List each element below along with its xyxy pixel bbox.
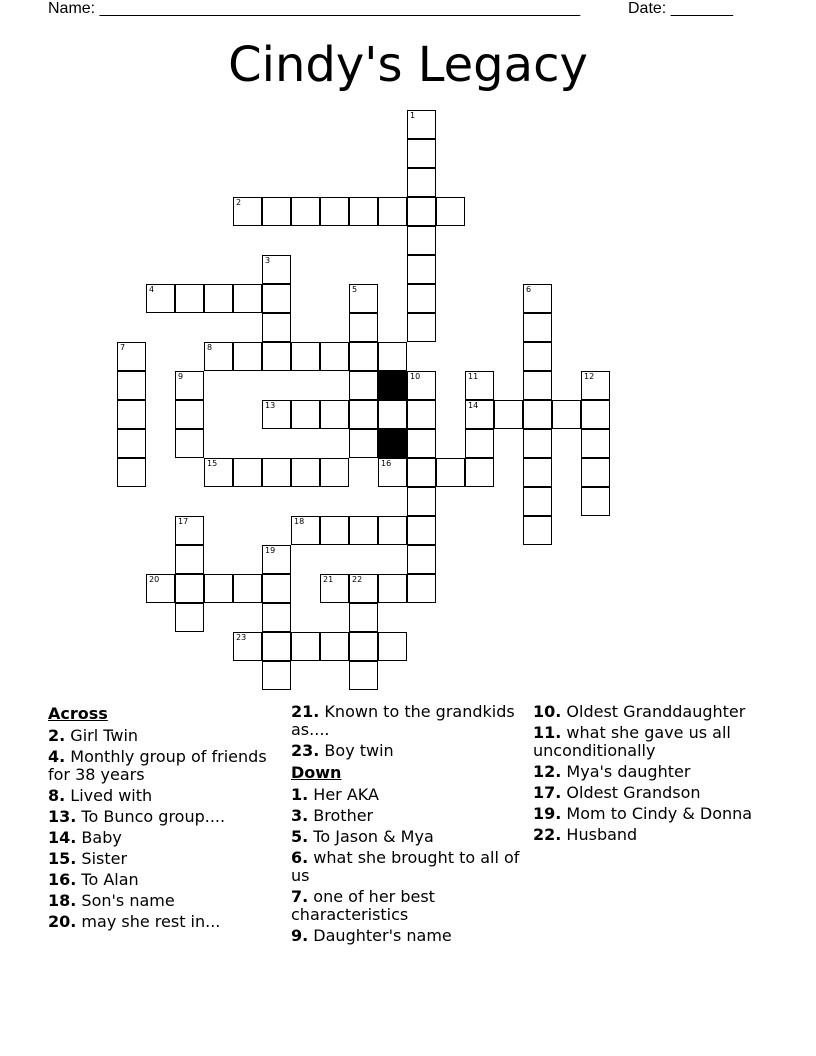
clue-number: 4 — [149, 285, 155, 294]
grid-cell[interactable] — [320, 342, 349, 371]
clue-number: 9 — [178, 372, 184, 381]
grid-cell[interactable] — [291, 400, 320, 429]
clue-text: Oldest Granddaughter — [561, 702, 746, 721]
grid-cell[interactable] — [175, 400, 204, 429]
clue-text: one of her best characteristics — [291, 887, 435, 924]
grid-cell[interactable] — [117, 400, 146, 429]
grid-cell[interactable] — [262, 574, 291, 603]
grid-cell[interactable] — [291, 516, 320, 545]
grid-cell[interactable] — [349, 400, 378, 429]
grid-cell[interactable] — [349, 197, 378, 226]
clue-number: 18 — [294, 517, 305, 526]
clue-item — [291, 828, 536, 846]
clue-number: 11. — [533, 723, 562, 742]
grid-cell[interactable] — [465, 400, 494, 429]
clue-number: 16. — [48, 870, 77, 889]
grid-cell[interactable] — [320, 516, 349, 545]
grid-cell[interactable] — [146, 284, 175, 313]
clue-number: 7. — [291, 887, 309, 906]
clue-item — [533, 724, 778, 760]
date-field-label: Date: _______ — [628, 0, 733, 17]
clue-number: 6 — [526, 285, 532, 294]
clue-text: Her AKA — [308, 785, 379, 804]
clue-number: 22 — [352, 575, 363, 584]
grid-cell[interactable] — [407, 197, 436, 226]
grid-cell[interactable] — [378, 516, 407, 545]
clue-item — [48, 913, 293, 931]
clue-text: what she brought to all of us — [291, 848, 520, 885]
clue-number: 19. — [533, 804, 562, 823]
grid-block — [378, 371, 407, 400]
grid-cell[interactable] — [233, 197, 262, 226]
grid-cell[interactable] — [523, 400, 552, 429]
grid-cell[interactable] — [581, 487, 610, 516]
grid-cell[interactable] — [349, 574, 378, 603]
clues-column-3 — [533, 703, 778, 847]
clue-number: 13 — [265, 401, 276, 410]
grid-cell[interactable] — [407, 458, 436, 487]
grid-cell[interactable] — [523, 313, 552, 342]
grid-cell[interactable] — [378, 574, 407, 603]
clue-item — [533, 784, 778, 802]
grid-cell[interactable] — [378, 342, 407, 371]
clue-number: 1 — [410, 111, 416, 120]
grid-cell[interactable] — [436, 458, 465, 487]
grid-cell[interactable] — [407, 574, 436, 603]
clue-number: 9. — [291, 926, 309, 945]
clue-number: 1. — [291, 785, 309, 804]
clue-text: what she gave us all unconditionally — [533, 723, 731, 760]
grid-cell[interactable] — [320, 632, 349, 661]
clue-number: 16 — [381, 459, 392, 468]
clue-text: Girl Twin — [65, 726, 139, 745]
grid-cell[interactable] — [320, 400, 349, 429]
grid-cell[interactable] — [262, 632, 291, 661]
grid-cell[interactable] — [262, 342, 291, 371]
grid-cell[interactable] — [407, 168, 436, 197]
clue-text: Known to the grandkids as.... — [291, 702, 515, 739]
grid-cell[interactable] — [581, 371, 610, 400]
grid-cell[interactable] — [407, 545, 436, 574]
grid-cell[interactable] — [262, 284, 291, 313]
grid-cell[interactable] — [175, 429, 204, 458]
clue-number: 13. — [48, 807, 77, 826]
clue-item — [533, 703, 778, 721]
clue-number: 2. — [48, 726, 66, 745]
grid-cell[interactable] — [349, 603, 378, 632]
grid-cell[interactable] — [407, 371, 436, 400]
clue-number: 14 — [468, 401, 479, 410]
clue-text: Boy twin — [319, 741, 394, 760]
grid-cell[interactable] — [465, 371, 494, 400]
grid-cell[interactable] — [175, 371, 204, 400]
clue-number: 23 — [236, 633, 247, 642]
clue-item — [291, 786, 536, 804]
clue-item — [533, 826, 778, 844]
grid-cell[interactable] — [349, 313, 378, 342]
clue-number: 23. — [291, 741, 320, 760]
grid-cell[interactable] — [320, 574, 349, 603]
clue-number: 3 — [265, 256, 271, 265]
clue-number: 15. — [48, 849, 77, 868]
grid-cell[interactable] — [349, 371, 378, 400]
clue-item — [48, 808, 293, 826]
clue-text: Husband — [561, 825, 638, 844]
clue-number: 12. — [533, 762, 562, 781]
grid-cell[interactable] — [262, 545, 291, 574]
grid-cell[interactable] — [233, 632, 262, 661]
clue-number: 5. — [291, 827, 309, 846]
clue-number: 21. — [291, 702, 320, 721]
grid-cell[interactable] — [494, 400, 523, 429]
grid-cell[interactable] — [523, 516, 552, 545]
grid-cell[interactable] — [204, 458, 233, 487]
grid-cell[interactable] — [291, 197, 320, 226]
clue-text: Lived with — [65, 786, 153, 805]
grid-cell[interactable] — [407, 226, 436, 255]
grid-cell[interactable] — [581, 429, 610, 458]
clues-column-2 — [291, 703, 536, 948]
grid-cell[interactable] — [407, 255, 436, 284]
grid-cell[interactable] — [407, 313, 436, 342]
grid-cell[interactable] — [204, 284, 233, 313]
clue-text: Baby — [76, 828, 122, 847]
clue-item — [291, 703, 536, 739]
grid-cell[interactable] — [146, 574, 175, 603]
grid-cell[interactable] — [436, 197, 465, 226]
across-heading: Across — [48, 704, 108, 723]
grid-cell[interactable] — [349, 632, 378, 661]
clue-text: To Bunco group.... — [76, 807, 226, 826]
name-field-label: Name: ______________________________________________________ — [48, 0, 581, 17]
clue-number: 10. — [533, 702, 562, 721]
grid-cell[interactable] — [291, 458, 320, 487]
grid-cell[interactable] — [465, 429, 494, 458]
clue-item — [48, 892, 293, 910]
grid-cell[interactable] — [262, 603, 291, 632]
grid-cell[interactable] — [233, 284, 262, 313]
grid-cell[interactable] — [378, 400, 407, 429]
grid-cell[interactable] — [552, 400, 581, 429]
clue-item — [48, 787, 293, 805]
clue-text: Sister — [76, 849, 128, 868]
grid-cell[interactable] — [407, 487, 436, 516]
grid-cell[interactable] — [407, 110, 436, 139]
grid-cell[interactable] — [349, 661, 378, 690]
grid-cell[interactable] — [117, 429, 146, 458]
grid-cell[interactable] — [523, 342, 552, 371]
clue-number: 22. — [533, 825, 562, 844]
clue-item — [533, 805, 778, 823]
grid-cell[interactable] — [117, 371, 146, 400]
grid-cell[interactable] — [204, 342, 233, 371]
clue-number: 17. — [533, 783, 562, 802]
grid-cell[interactable] — [175, 516, 204, 545]
clue-text: Mom to Cindy & Donna — [561, 804, 753, 823]
clue-number: 15 — [207, 459, 218, 468]
clue-item — [291, 807, 536, 825]
grid-cell[interactable] — [117, 342, 146, 371]
clue-text: To Jason & Mya — [308, 827, 434, 846]
down-heading: Down — [291, 763, 342, 782]
clue-text: Son's name — [76, 891, 175, 910]
grid-cell[interactable] — [233, 342, 262, 371]
clue-item — [291, 849, 536, 885]
grid-cell[interactable] — [349, 342, 378, 371]
grid-cell[interactable] — [523, 371, 552, 400]
grid-cell[interactable] — [523, 429, 552, 458]
puzzle-title: Cindy's Legacy — [228, 37, 588, 93]
grid-block — [378, 429, 407, 458]
grid-cell[interactable] — [204, 574, 233, 603]
grid-cell[interactable] — [262, 458, 291, 487]
clue-text: Monthly group of friends for 38 years — [48, 747, 267, 784]
clue-number: 6. — [291, 848, 309, 867]
grid-cell[interactable] — [291, 342, 320, 371]
grid-cell[interactable] — [465, 458, 494, 487]
clue-text: Brother — [308, 806, 374, 825]
clue-number: 3. — [291, 806, 309, 825]
clue-number: 4. — [48, 747, 66, 766]
clue-number: 5 — [352, 285, 358, 294]
grid-cell[interactable] — [175, 574, 204, 603]
grid-cell[interactable] — [262, 400, 291, 429]
clue-number: 10 — [410, 372, 421, 381]
grid-cell[interactable] — [581, 458, 610, 487]
grid-cell[interactable] — [262, 255, 291, 284]
grid-cell[interactable] — [407, 400, 436, 429]
grid-cell[interactable] — [320, 458, 349, 487]
grid-cell[interactable] — [175, 545, 204, 574]
clue-item — [291, 888, 536, 924]
clue-number: 18. — [48, 891, 77, 910]
grid-cell[interactable] — [378, 197, 407, 226]
grid-cell[interactable] — [581, 400, 610, 429]
clue-item — [48, 871, 293, 889]
clue-text: Mya's daughter — [561, 762, 691, 781]
grid-cell[interactable] — [523, 458, 552, 487]
clue-number: 19 — [265, 546, 276, 555]
grid-cell[interactable] — [407, 516, 436, 545]
grid-cell[interactable] — [175, 603, 204, 632]
clue-number: 17 — [178, 517, 189, 526]
clues-column-1 — [48, 703, 293, 934]
clue-number: 2 — [236, 198, 242, 207]
clue-number: 21 — [323, 575, 334, 584]
grid-cell[interactable] — [349, 516, 378, 545]
grid-cell[interactable] — [349, 284, 378, 313]
clue-item — [48, 748, 293, 784]
clue-text: may she rest in... — [76, 912, 221, 931]
clue-item — [533, 763, 778, 781]
grid-cell[interactable] — [262, 197, 291, 226]
grid-cell[interactable] — [523, 487, 552, 516]
clue-item — [291, 927, 536, 945]
grid-cell[interactable] — [175, 284, 204, 313]
clue-number: 8. — [48, 786, 66, 805]
clue-number: 8 — [207, 343, 213, 352]
clue-number: 12 — [584, 372, 595, 381]
clue-text: Daughter's name — [308, 926, 452, 945]
grid-cell[interactable] — [407, 139, 436, 168]
grid-cell[interactable] — [378, 458, 407, 487]
grid-cell[interactable] — [349, 429, 378, 458]
clue-number: 20. — [48, 912, 77, 931]
clue-item — [291, 742, 536, 760]
clue-text: To Alan — [76, 870, 139, 889]
grid-cell[interactable] — [233, 458, 262, 487]
clue-number: 14. — [48, 828, 77, 847]
clue-item — [48, 850, 293, 868]
clue-text: Oldest Grandson — [561, 783, 701, 802]
grid-cell[interactable] — [378, 632, 407, 661]
grid-cell[interactable] — [407, 429, 436, 458]
grid-cell[interactable] — [320, 197, 349, 226]
grid-cell[interactable] — [262, 313, 291, 342]
grid-cell[interactable] — [523, 284, 552, 313]
grid-cell[interactable] — [117, 458, 146, 487]
grid-cell[interactable] — [407, 284, 436, 313]
clue-number: 11 — [468, 372, 479, 381]
clue-number: 7 — [120, 343, 126, 352]
clue-number: 20 — [149, 575, 160, 584]
grid-cell[interactable] — [233, 574, 262, 603]
grid-cell[interactable] — [262, 661, 291, 690]
clue-item — [48, 727, 293, 745]
clue-item — [48, 829, 293, 847]
grid-cell[interactable] — [291, 632, 320, 661]
